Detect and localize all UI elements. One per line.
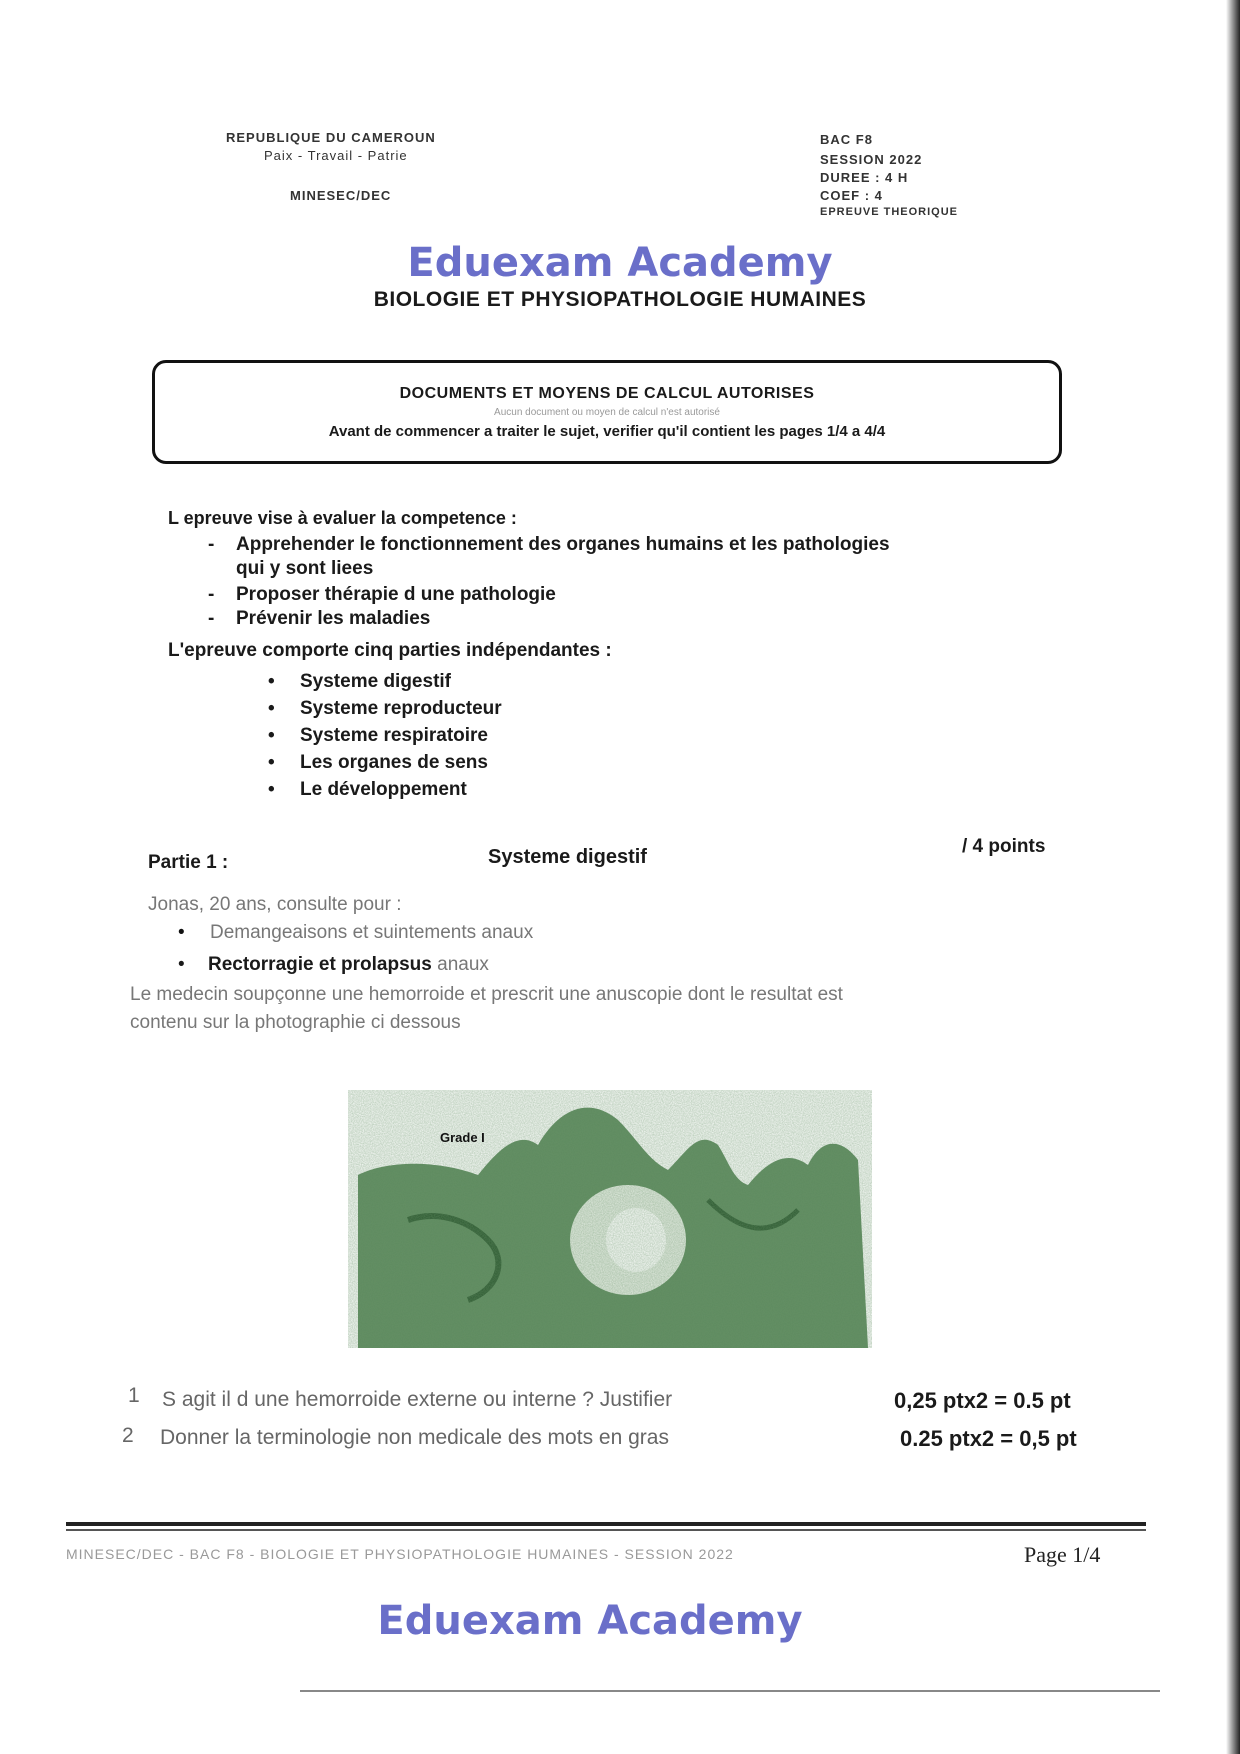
question-points: 0,25 ptx2 = 0.5 pt xyxy=(894,1388,1071,1413)
national-motto: Paix - Travail - Patrie xyxy=(264,148,408,163)
bottom-scan-line xyxy=(300,1690,1160,1692)
case-symptom-2: • Rectorragie et prolapsus anaux xyxy=(178,954,489,975)
competence-item: - Proposer thérapie d une pathologie xyxy=(208,584,556,605)
competence-item-continued: qui y sont liees xyxy=(236,558,374,579)
footer-rule-secondary xyxy=(66,1529,1146,1531)
page-number: Page 1/4 xyxy=(1024,1542,1101,1567)
part-item: • Systeme respiratoire xyxy=(300,722,502,749)
exam-duration: DUREE : 4 H xyxy=(820,170,909,185)
exam-paper-type: EPREUVE THEORIQUE xyxy=(820,206,959,218)
exam-name: BAC F8 xyxy=(820,132,873,147)
question-points: 0.25 ptx2 = 0,5 pt xyxy=(900,1426,1077,1451)
case-text-line-1: Le medecin soupçonne une hemorroide et prescrit une anuscopie dont le resultat est xyxy=(130,984,843,1005)
ministry-code: MINESEC/DEC xyxy=(290,188,392,203)
competence-intro: L epreuve vise à evaluer la competence : xyxy=(168,508,517,528)
competence-item: - Prévenir les maladies xyxy=(208,608,431,629)
part-item: • Le développement xyxy=(300,776,502,803)
exam-coef: COEF : 4 xyxy=(820,188,883,203)
question-number: 2 xyxy=(122,1424,134,1447)
subject-title: BIOLOGIE ET PHYSIOPATHOLOGIE HUMAINES xyxy=(373,288,867,311)
instructions-note: Aucun document ou moyen de calcul n'est autorisé xyxy=(494,407,720,418)
footer-rule xyxy=(66,1522,1146,1526)
case-intro: Jonas, 20 ans, consulte pour : xyxy=(148,894,402,915)
footer-text: MINESEC/DEC - BAC F8 - BIOLOGIE ET PHYSIOPATHOLOGIE HUMAINES - SESSION 2022 xyxy=(66,1546,734,1562)
competence-item: - Apprehender le fonctionnement des organes humains et les pathologies xyxy=(208,534,890,555)
brand-watermark-bottom: Eduexam Academy xyxy=(377,1598,803,1644)
part-item: • Les organes de sens xyxy=(300,749,502,776)
part-item: • Systeme digestif xyxy=(300,668,502,695)
question-text: Donner la terminologie non medicale des mots en gras xyxy=(160,1426,669,1449)
instructions-title: DOCUMENTS ET MOYENS DE CALCUL AUTORISES xyxy=(399,385,815,402)
part-label: Partie 1 : xyxy=(148,852,229,873)
country-name: REPUBLIQUE DU CAMEROUN xyxy=(226,130,436,145)
anuscopy-image xyxy=(348,1090,872,1348)
photo-label: Grade I xyxy=(440,1130,485,1145)
parts-intro: L'epreuve comporte cinq parties indépendantes : xyxy=(168,640,612,661)
part-item: • Systeme reproducteur xyxy=(300,695,502,722)
case-text-line-2: contenu sur la photographie ci dessous xyxy=(130,1012,461,1033)
question-number: 1 xyxy=(128,1384,140,1407)
case-symptom-1: • Demangeaisons et suintements anaux xyxy=(178,922,534,943)
exam-session: SESSION 2022 xyxy=(820,152,923,167)
instructions-box xyxy=(152,360,1062,464)
part-title: Systeme digestif xyxy=(488,846,647,868)
brand-watermark-top: Eduexam Academy xyxy=(407,240,833,286)
parts-list xyxy=(300,668,502,803)
part-points: / 4 points xyxy=(962,836,1046,857)
anuscopy-photo xyxy=(348,1090,872,1348)
instructions-check: Avant de commencer a traiter le sujet, verifier qu'il contient les pages 1/4 a 4/4 xyxy=(328,423,886,440)
question-text: S agit il d une hemorroide externe ou interne ? Justifier xyxy=(162,1388,673,1411)
competence-list xyxy=(208,534,890,630)
